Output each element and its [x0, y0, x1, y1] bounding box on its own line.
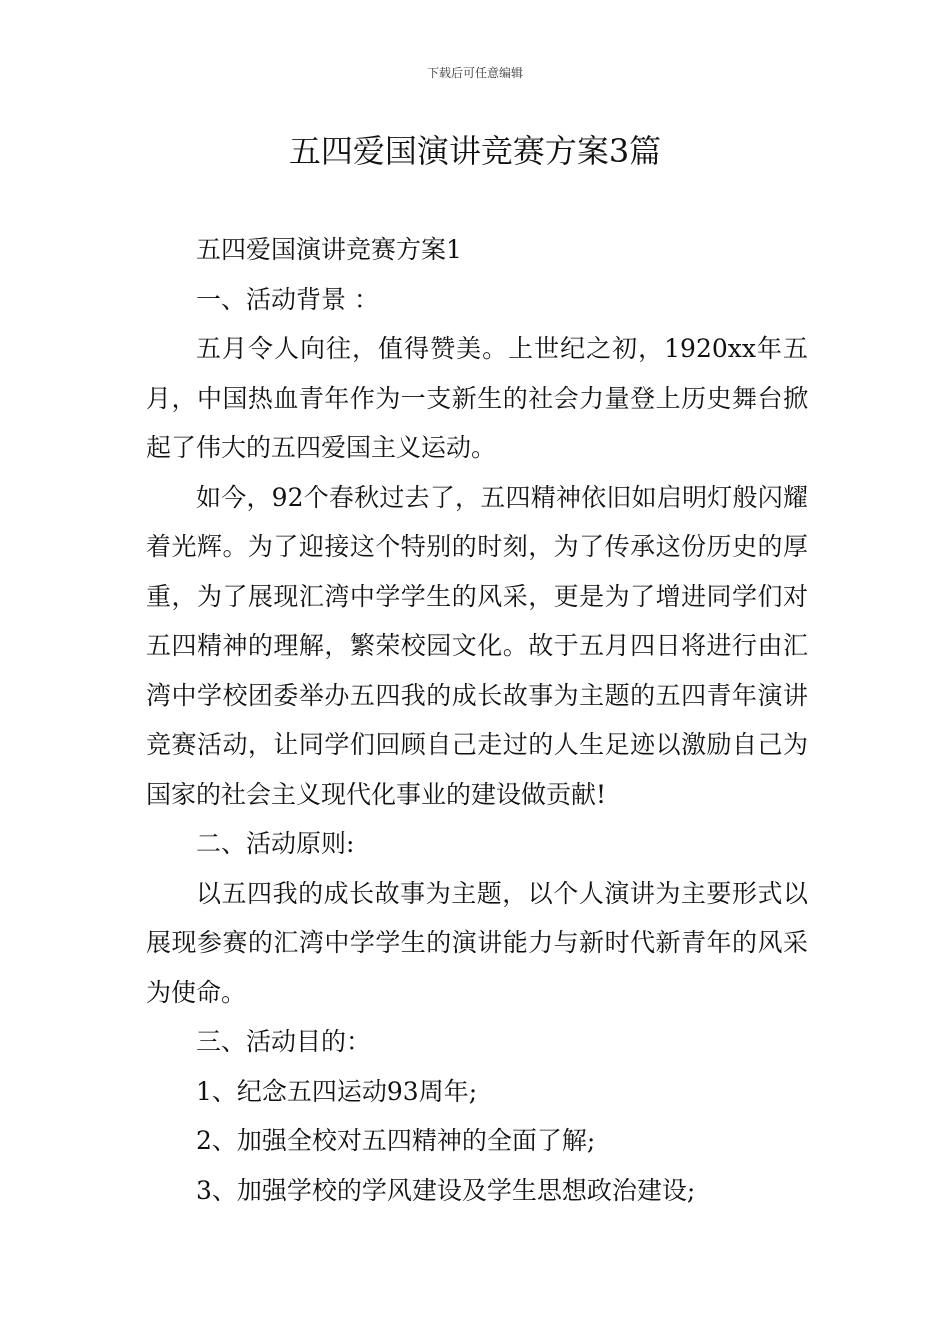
paragraph-background-detail: 如今，92个春秋过去了，五四精神依旧如启明灯般闪耀着光辉。为了迎接这个特别的时刻，为了传承这份历史的厚重，为了展现汇湾中学学生的风采，更是为了增进同学们对五四精神的理解，繁荣校园文化。故于五月四日将进行由汇湾中学校团委举办五四我的成长故事为主题的五四青年演讲竞赛活动，让同学们回顾自己走过的人生足迹以激励自己为国家的社会主义现代化事业的建设做贡献!	[146, 482, 808, 809]
document-body	[146, 225, 808, 1215]
paragraph-background-intro: 五月令人向往，值得赞美。上世纪之初，1920xx年五月，中国热血青年作为一支新生的社会力量登上历史舞台掀起了伟大的五四爱国主义运动。	[146, 334, 808, 462]
section-heading-principle: 二、活动原则:	[196, 829, 355, 858]
section-heading-plan-1: 五四爱国演讲竞赛方案1	[196, 235, 462, 264]
list-item-purpose-3: 3、加强学校的学风建设及学生思想政治建设;	[196, 1175, 696, 1205]
header-note: 下载后可任意编辑	[426, 66, 523, 80]
document-title: 五四爱国演讲竞赛方案3篇	[288, 132, 662, 170]
list-item-purpose-2: 2、加强全校对五四精神的全面了解;	[196, 1126, 596, 1155]
section-heading-background: 一、活动背景 ：	[196, 284, 379, 314]
list-item-purpose-1: 1、纪念五四运动93周年;	[196, 1076, 478, 1106]
paragraph-principle: 以五四我的成长故事为主题，以个人演讲为主要形式以展现参赛的汇湾中学学生的演讲能力与新时代新青年的风采为使命。	[146, 878, 808, 1007]
section-heading-purpose: 三、活动目的：	[196, 1027, 372, 1056]
